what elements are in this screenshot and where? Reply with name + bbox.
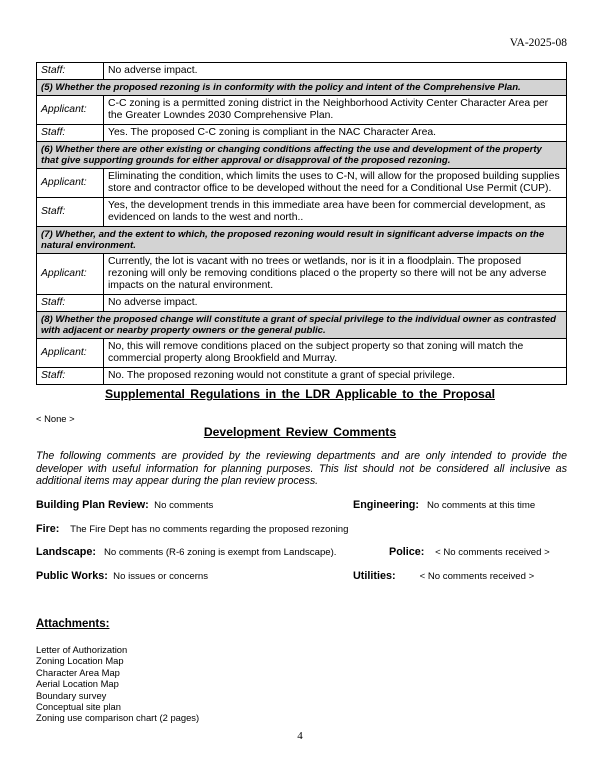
building-review — [36, 499, 213, 511]
response-text: No adverse impact. — [104, 63, 567, 80]
engineering-review-value: No comments at this time — [426, 500, 536, 511]
response-row — [37, 339, 567, 368]
response-row — [37, 198, 567, 227]
fire-review-value: The Fire Dept has no comments regarding the proposed rezoning — [70, 524, 349, 535]
response-text: No adverse impact. — [104, 295, 567, 312]
police-review-value: < No comments received > — [435, 547, 550, 558]
response-text: No. The proposed rezoning would not constitute a grant of special privilege. — [104, 368, 567, 385]
document-id: VA-2025-08 — [509, 37, 567, 49]
criterion-question: (5) Whether the proposed rezoning is in conformity with the policy and intent of the Comprehensive Plan. — [37, 80, 567, 96]
utilities-review-label: Utilities: — [353, 570, 396, 582]
police-review — [389, 546, 550, 558]
fire-review — [36, 523, 348, 535]
attachments-heading: Attachments: — [36, 618, 110, 630]
criterion-question-row — [37, 80, 567, 96]
response-row — [37, 295, 567, 312]
response-text: Yes. The proposed C-C zoning is compliant in the NAC Character Area. — [104, 125, 567, 142]
response-row — [37, 368, 567, 385]
response-text: No, this will remove conditions placed on the subject property so that zoning will match the commercial property along Brookfield and Murray. — [104, 339, 567, 368]
utilities-review — [353, 570, 534, 582]
review-intro-text: The following comments are provided by the reviewing departments and are only intended to provide the developer with useful information for planning purposes. This list should not be considered all inclusive as additional items may appear during the plan review process. — [36, 450, 567, 487]
public-works-review-label: Public Works: — [36, 570, 108, 582]
supplemental-regulations-heading: Supplemental Regulations in the LDR Applicable to the Proposal — [104, 387, 495, 401]
criterion-question-row — [37, 142, 567, 169]
utilities-review-value: < No comments received > — [419, 571, 535, 582]
response-label: Staff: — [37, 295, 104, 312]
attachment-item: Boundary survey — [36, 689, 107, 701]
response-text: Yes, the development trends in this immediate area have been for commercial development, as evidenced on lands to the west and north.. — [104, 198, 567, 227]
police-review-label: Police: — [389, 546, 425, 558]
response-label: Applicant: — [37, 96, 104, 125]
response-text: Currently, the lot is vacant with no trees or wetlands, nor is it in a floodplain. The proposed rezoning will only be removing conditions placed o the property so there will not be any adverse impacts on the natural environment. — [104, 254, 567, 295]
attachment-item: Character Area Map — [36, 666, 120, 678]
response-text: Eliminating the condition, which limits the uses to C-N, will allow for the proposed building supplies store and contractor office to be developed without the need for a Conditional Use Permit (CUP). — [104, 169, 567, 198]
response-row — [37, 63, 567, 80]
response-row — [37, 96, 567, 125]
response-label: Staff: — [37, 125, 104, 142]
response-label: Applicant: — [37, 169, 104, 198]
landscape-review-value: No comments (R-6 zoning is exempt from Landscape). — [104, 547, 337, 558]
attachment-item: Conceptual site plan — [36, 701, 121, 713]
attachment-item: Zoning use comparison chart (2 pages) — [36, 712, 200, 724]
criterion-question: (6) Whether there are other existing or changing conditions affecting the use and development of the property that give supporting grounds for either approval or disapproval of the proposed rezoning. — [37, 142, 567, 169]
attachment-item: Aerial Location Map — [36, 678, 119, 690]
criterion-question-row — [37, 312, 567, 339]
landscape-review-label: Landscape: — [36, 546, 96, 558]
response-row — [37, 125, 567, 142]
criterion-question: (8) Whether the proposed change will constitute a grant of special privilege to the individual owner as contrasted with adjacent or nearby property owners or the general public. — [37, 312, 567, 339]
response-text: C-C zoning is a permitted zoning district in the Neighborhood Activity Center Character Area per the Greater Lowndes 2030 Comprehensive Plan. — [104, 96, 567, 125]
response-label: Staff: — [37, 368, 104, 385]
engineering-review — [353, 499, 535, 511]
building-review-value: No comments — [154, 500, 214, 511]
public-works-review-value: No issues or concerns — [113, 571, 209, 582]
response-label: Staff: — [37, 63, 104, 80]
response-label: Staff: — [37, 198, 104, 227]
development-review-heading: Development Review Comments — [203, 425, 397, 439]
building-review-label: Building Plan Review: — [36, 499, 149, 511]
attachments-list — [36, 644, 199, 724]
response-row — [37, 254, 567, 295]
engineering-review-label: Engineering: — [353, 499, 419, 511]
supplemental-none: < None > — [36, 413, 75, 424]
criterion-question-row — [37, 227, 567, 254]
public-works-review — [36, 570, 208, 582]
page-number: 4 — [297, 730, 303, 742]
response-row — [37, 169, 567, 198]
review-criteria-table — [36, 62, 567, 385]
response-label: Applicant: — [37, 339, 104, 368]
criterion-question: (7) Whether, and the extent to which, the proposed rezoning would result in significant adverse impacts on the natural environment. — [37, 227, 567, 254]
response-label: Applicant: — [37, 254, 104, 295]
attachment-item: Zoning Location Map — [36, 655, 124, 667]
attachment-item: Letter of Authorization — [36, 644, 128, 655]
landscape-review — [36, 546, 336, 558]
fire-review-label: Fire: — [36, 523, 60, 535]
